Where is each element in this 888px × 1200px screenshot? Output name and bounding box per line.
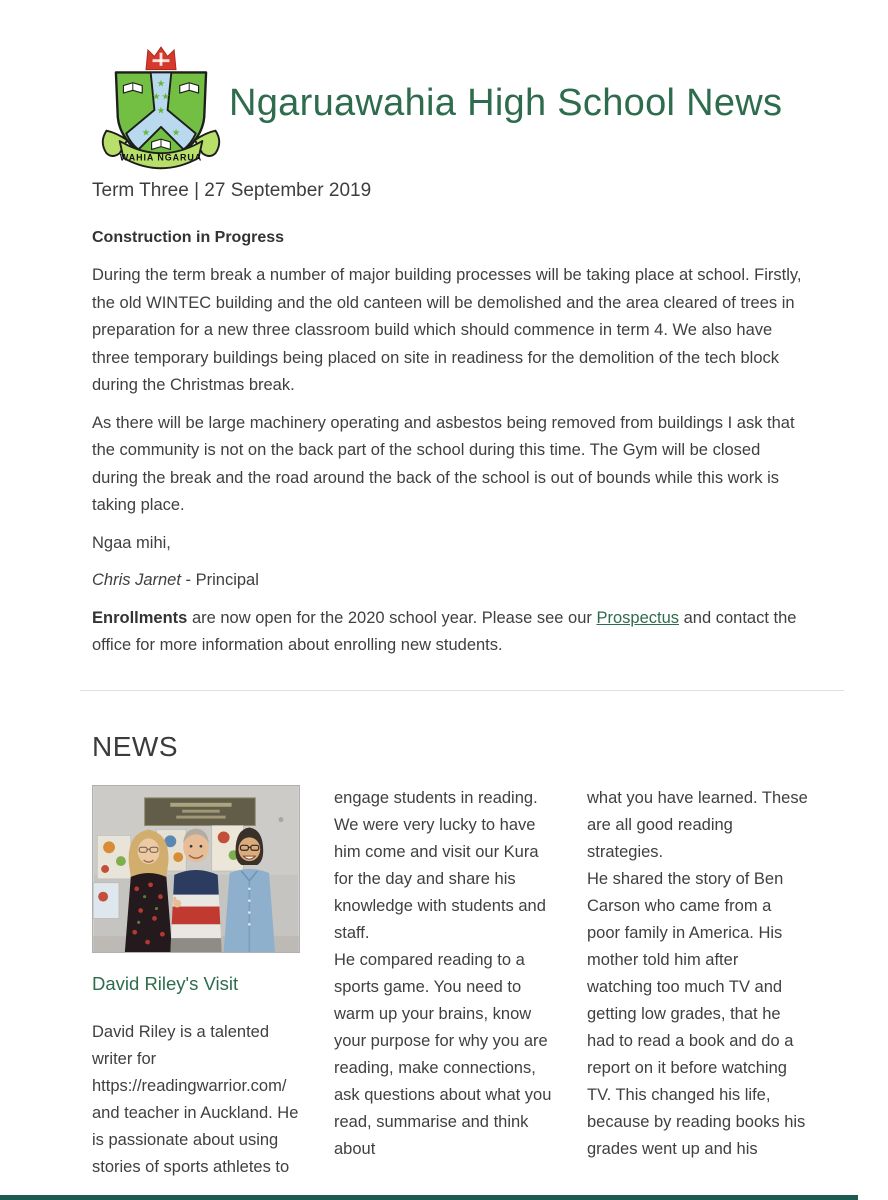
col1-text-before-url: David Riley is a talented writer for	[92, 1022, 270, 1068]
enrollments-lead: Enrollments	[92, 608, 188, 627]
construction-paragraph-1: During the term break a number of major building processes will be taking place at school. Firstly, the old WINTEC building and the old canteen will be demolished and the area cleared of trees in preparation for a new three classroom build which should commence in term 4. We also have three temporary buildings being placed on site in readiness for the demolition of the tech block during the Christmas break.	[92, 266, 802, 394]
reading-warrior-url[interactable]: https://readingwarrior.com/	[92, 1076, 287, 1095]
svg-text:★: ★	[156, 105, 166, 117]
issue-date-line: Term Three | 27 September 2019	[92, 180, 372, 201]
news-section-title: NEWS	[92, 730, 178, 762]
article-column-2	[334, 785, 555, 1163]
article-column-3	[587, 785, 808, 1163]
svg-text:★: ★	[161, 91, 170, 103]
svg-text:★: ★	[171, 127, 181, 139]
article-title: David Riley's Visit	[92, 972, 239, 994]
footer-bar	[0, 1195, 858, 1200]
col2-paragraph-1: engage students in reading. We were very lucky to have him come and visit our Kura for the day and share his knowledge with students and staff.	[334, 788, 546, 942]
col3-paragraph-2: He shared the story of Ben Carson who came from a poor family in America. His mother told him after watching too much TV and getting low grades, that he had to read a book and do a report on it before watching TV. This changed his life, because by reading books his grades went up and his	[587, 869, 806, 1158]
col1-text-after-url: and teacher in Auckland. He is passionate about using stories of sports athletes to	[92, 1103, 299, 1176]
section-divider	[80, 690, 844, 691]
newsletter-body	[92, 180, 808, 1181]
crest-banner-text: WAHIA NGARUA	[119, 152, 203, 163]
prospectus-link[interactable]: Prospectus	[596, 608, 680, 627]
col3-paragraph-1: what you have learned. These are all good reading strategies.	[587, 788, 808, 861]
newsletter-title: Ngaruawahia High School News	[229, 82, 783, 124]
article-column-1	[92, 785, 302, 1181]
svg-text:★: ★	[156, 78, 166, 90]
news-article-columns	[92, 785, 808, 1181]
enrollments-paragraph	[92, 605, 808, 660]
enrollments-text-after: and contact the office for more information about enrolling new students.	[92, 608, 797, 654]
article-col1-text	[92, 1019, 302, 1181]
signature-name: Chris Jarnet	[92, 571, 181, 589]
signature-role: - Principal	[180, 571, 259, 589]
enrollments-text-before: are now open for the 2020 school year. Please see our	[187, 608, 597, 627]
school-crest-icon	[99, 44, 223, 176]
col2-paragraph-2: He compared reading to a sports game. You need to warm up your brains, know your purpose for why you are reading, make connections, ask questions about what you read, summarise and think about	[334, 950, 552, 1158]
signature-line	[92, 567, 808, 595]
svg-text:★: ★	[141, 127, 151, 139]
construction-paragraph-2: As there will be large machinery operating and asbestos being removed from buildings I ask that the community is not on the back part of the school during this time. The Gym will be closed during the break and the road around the back of the school is out of bounds while this work is taking place.	[92, 413, 795, 514]
salutation: Ngaa mihi,	[92, 533, 171, 552]
article-photo	[92, 785, 300, 953]
svg-text:★: ★	[152, 91, 161, 103]
construction-heading: Construction in Progress	[92, 229, 285, 246]
